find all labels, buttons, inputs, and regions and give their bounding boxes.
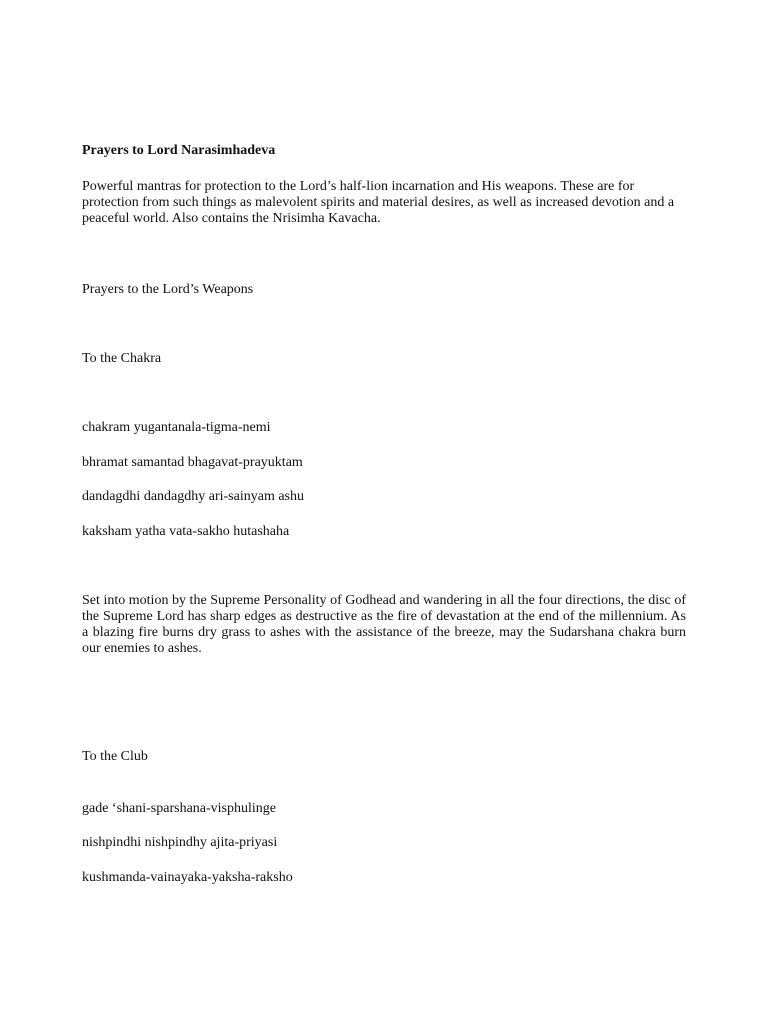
chakra-verse-line: kaksham yatha vata-sakho hutashaha [82, 524, 290, 539]
club-heading: To the Club [82, 749, 148, 764]
chakra-verse-line: dandagdhi dandagdhy ari-sainyam ashu [82, 489, 304, 504]
document-title: Prayers to Lord Narasimhadeva [82, 143, 276, 158]
chakra-translation-paragraph: Set into motion by the Supreme Personality of Godhead and wandering in all the four directions, the disc of the Supreme Lord has sharp edges as destructive as the fire of devastation at the end of the millennium. As a blazing fire burns dry grass to ashes with the assistance of the breeze, may the Sudarshana chakra burn our enemies to ashes. [82, 593, 686, 656]
document-page [82, 0, 686, 1024]
intro-paragraph: Powerful mantras for protection to the Lord’s half-lion incarnation and His weapons. These are for protection from such things as malevolent spirits and material desires, as well as increased devotion and a peaceful world. Also contains the Nrisimha Kavacha. [82, 179, 675, 226]
club-verse-line: kushmanda-vainayaka-yaksha-raksho [82, 870, 293, 885]
chakra-verse-line: bhramat samantad bhagavat-prayuktam [82, 455, 303, 470]
club-verse-line: nishpindhi nishpindhy ajita-priyasi [82, 835, 278, 850]
chakra-verse-line: chakram yugantanala-tigma-nemi [82, 420, 271, 435]
chakra-heading: To the Chakra [82, 351, 162, 366]
section-heading: Prayers to the Lord’s Weapons [82, 282, 254, 297]
club-verse-line: gade ‘shani-sparshana-visphulinge [82, 801, 276, 816]
